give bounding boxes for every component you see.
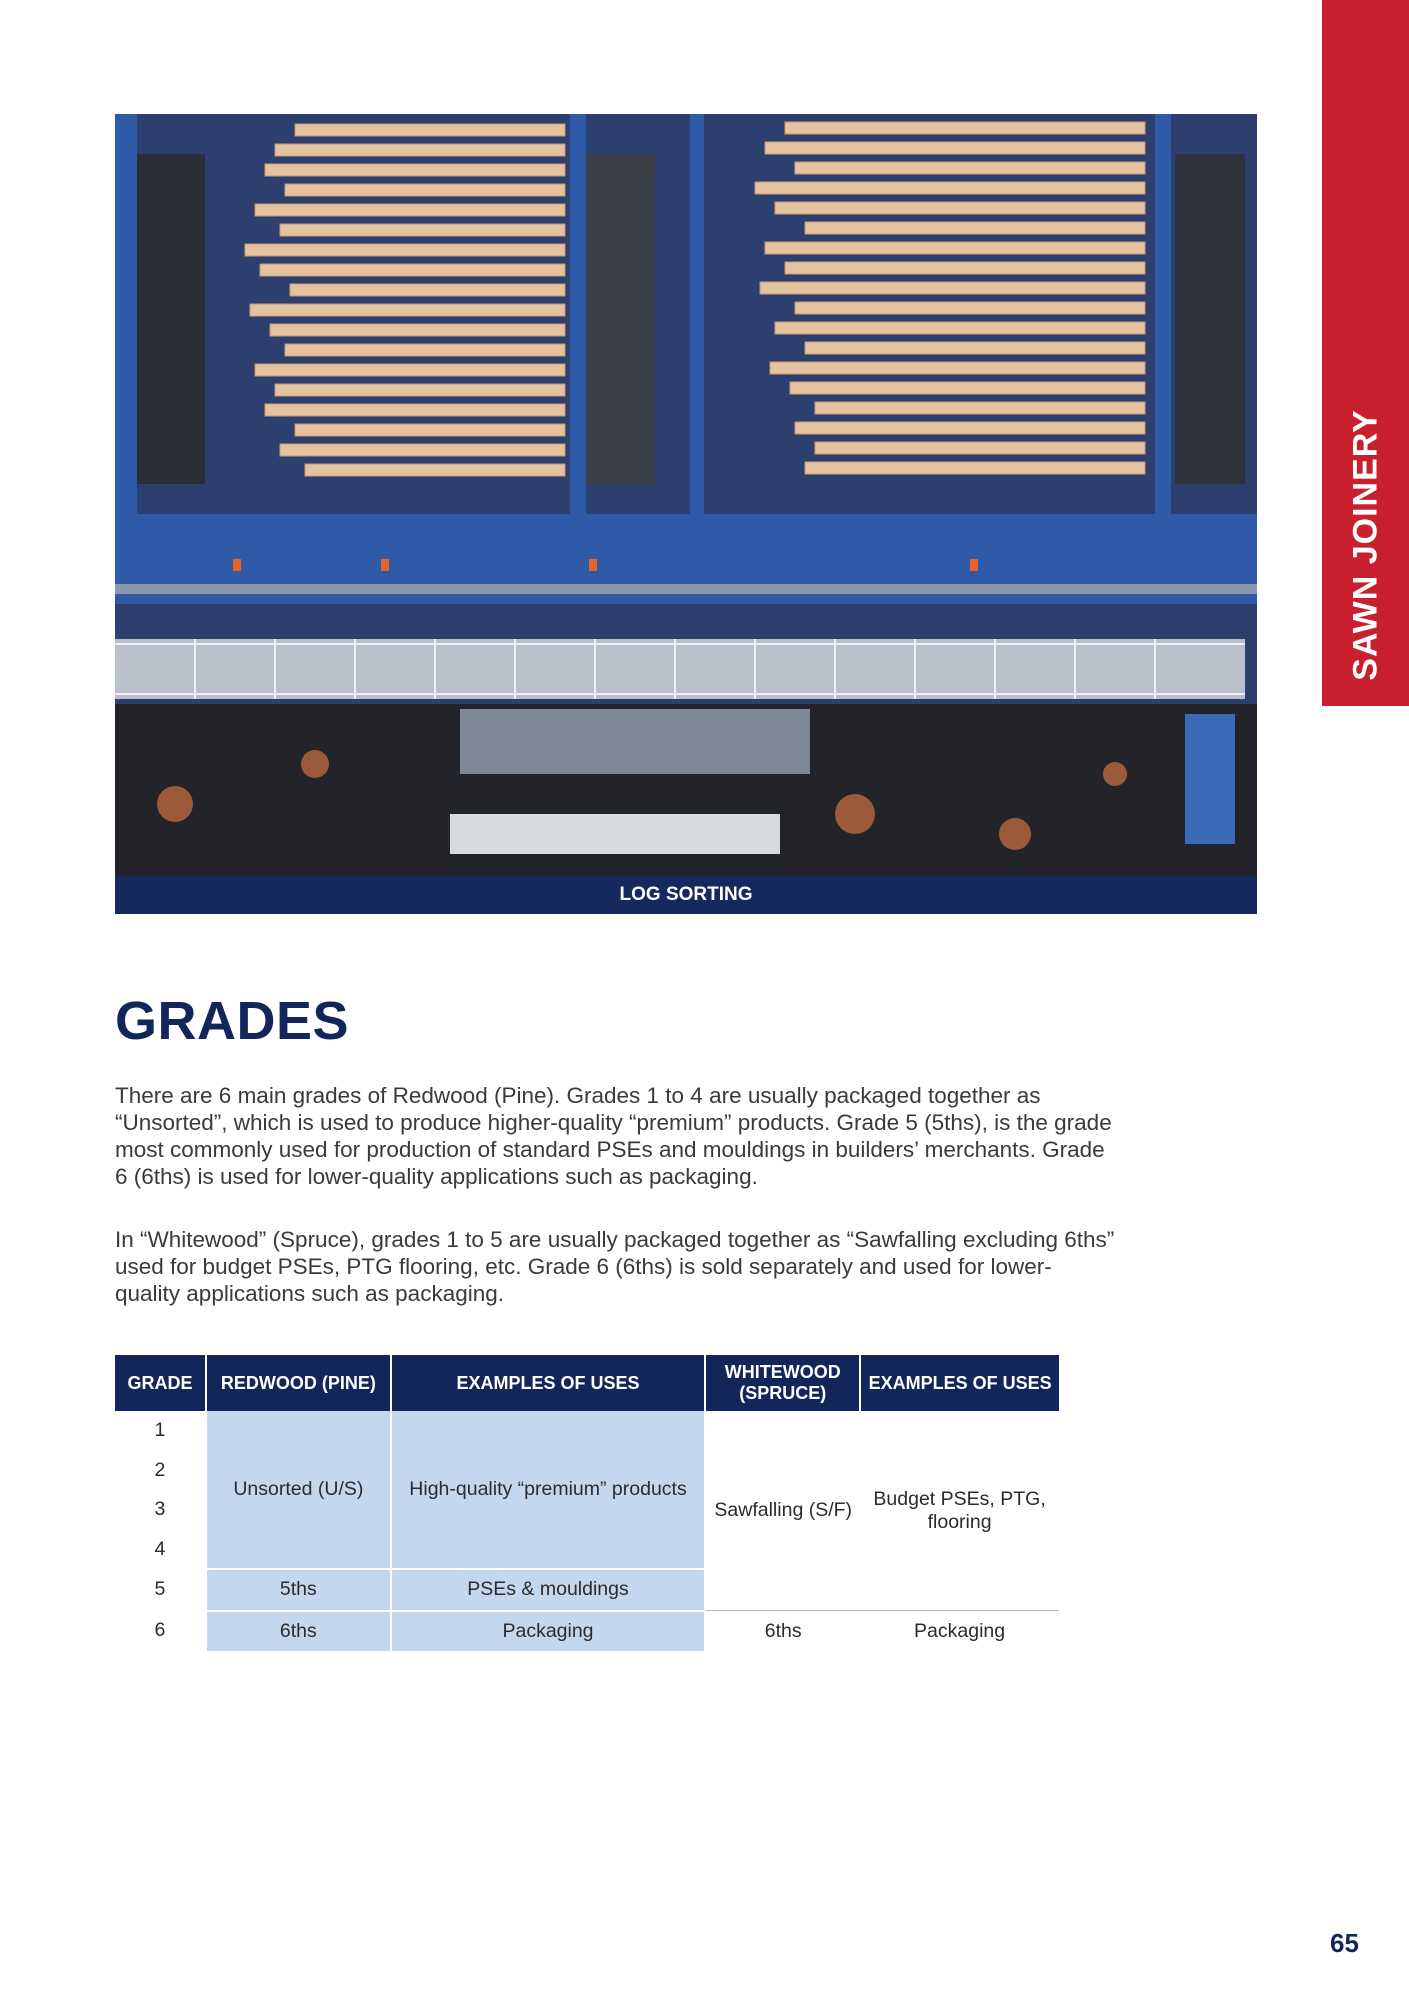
redwood-5-cell: 5ths	[206, 1569, 391, 1611]
grade-cell: 2	[154, 1458, 166, 1481]
whitewood-6-uses-cell: Packaging	[860, 1611, 1059, 1652]
redwood-unsorted-cell: Unsorted (U/S)	[206, 1411, 391, 1569]
table-row	[115, 1411, 1059, 1451]
header-whitewood: WHITEWOOD (SPRUCE)	[705, 1355, 860, 1411]
redwood-6-uses-cell: Packaging	[391, 1611, 705, 1652]
table-header-row	[115, 1355, 1059, 1411]
table-row	[115, 1611, 1059, 1652]
whitewood-6-cell: 6ths	[705, 1611, 860, 1652]
photo-caption: LOG SORTING	[115, 876, 1257, 914]
intro-paragraph-redwood: There are 6 main grades of Redwood (Pine). Grades 1 to 4 are usually packaged together as “Unsorted”, which is used to produce higher-quality “premium” products. Grade 5 (5ths), is the grade most commonly used for production of standard PSEs and mouldings in builders’ merchants. Grade 6 (6ths) is used for lower-quality applications such as packaging.	[115, 1083, 1112, 1189]
redwood-unsorted-uses-cell: High-quality “premium” products	[391, 1411, 705, 1569]
header-redwood-uses: EXAMPLES OF USES	[391, 1355, 705, 1411]
section-tab-label: SAWN JOINERY	[1346, 409, 1384, 681]
page-number: 65	[1330, 1928, 1359, 1958]
grade-cell: 1	[154, 1419, 166, 1442]
grade-cell: 3	[154, 1498, 166, 1521]
header-grade: GRADE	[115, 1355, 206, 1411]
header-whitewood-uses: EXAMPLES OF USES	[860, 1355, 1059, 1411]
log-sorting-illustration	[115, 114, 1257, 876]
grade-cell: 5	[154, 1578, 166, 1601]
grade-cell: 4	[154, 1537, 166, 1560]
redwood-6-cell: 6ths	[206, 1611, 391, 1652]
section-tab	[1322, 0, 1409, 706]
header-redwood: REDWOOD (PINE)	[206, 1355, 391, 1411]
log-sorting-photo	[115, 114, 1257, 876]
redwood-5-uses-cell: PSEs & mouldings	[391, 1569, 705, 1611]
whitewood-sf-uses-cell: Budget PSEs, PTG, flooring	[873, 1487, 1046, 1533]
intro-paragraph-whitewood: In “Whitewood” (Spruce), grades 1 to 5 are usually packaged together as “Sawfalling excluding 6ths” used for budget PSEs, PTG flooring, etc. Grade 6 (6ths) is sold separately and used for lower-quality applications such as packaging.	[115, 1227, 1115, 1306]
page-title: GRADES	[115, 991, 350, 1051]
grade-cell: 6	[154, 1619, 166, 1642]
grades-table	[115, 1355, 1059, 1651]
whitewood-sf-cell: Sawfalling (S/F)	[714, 1499, 853, 1521]
